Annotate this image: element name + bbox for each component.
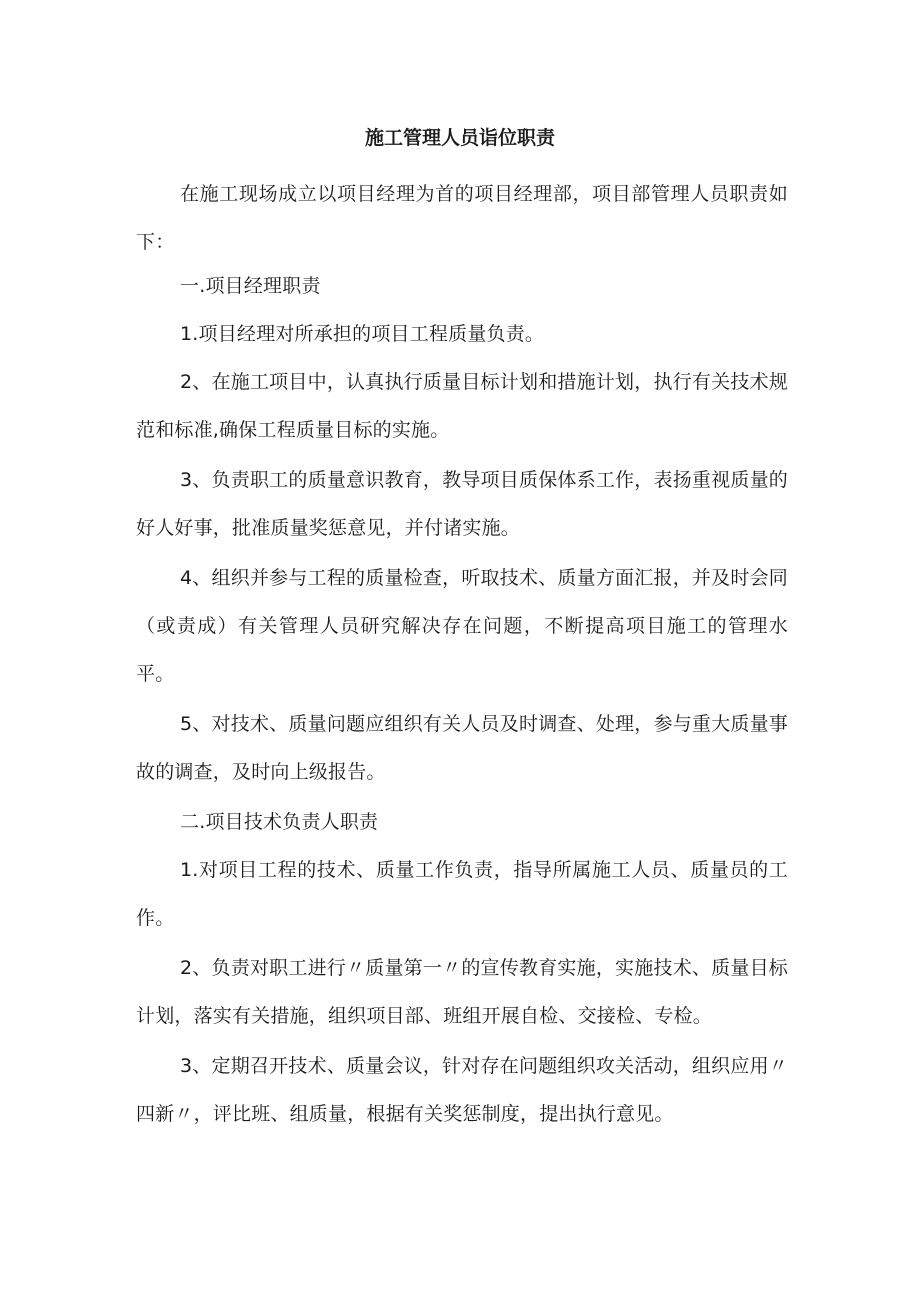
paragraph-tl-2: 2、负责对职工进行〃质量第一〃的宣传教育实施，实施技术、质量目标计划，落实有关措施，组织项目部、班组开展自检、交接检、专检。 — [136, 957, 788, 1027]
paragraph-pm-5: 5、对技术、质量问题应组织有关人员及时调查、处理，参与重大质量事故的调查，及时向上级报告。 — [136, 713, 788, 783]
paragraph-pm-1: 1.项目经理对所承担的项目工程质量负责。 — [180, 323, 545, 345]
document-title: 施工管理人员诣位职责 — [364, 127, 555, 149]
paragraph-pm-2: 2、在施工项目中，认真执行质量目标计划和措施计划，执行有关技术规范和标准,确保工程质量目标的实施。 — [136, 371, 788, 441]
paragraph-tl-3: 3、定期召开技术、质量会议，针对存在问题组织攻关活动，组织应用〃四新〃，评比班、组质量，根据有关奖惩制度，提出执行意见。 — [136, 1055, 788, 1125]
paragraph-pm-3: 3、负责职工的质量意识教育，教导项目质保体系工作，表扬重视质量的好人好事，批准质量奖惩意见，并付诸实施。 — [136, 469, 788, 539]
intro-paragraph: 在施工现场成立以项目经理为首的项目经理部，项目部管理人员职责如下： — [136, 183, 788, 253]
section-heading-project-manager: 一.项目经理职责 — [180, 275, 321, 297]
paragraph-tl-1: 1.对项目工程的技术、质量工作负责，指导所属施工人员、质量员的工作。 — [136, 859, 788, 929]
section-heading-technical-lead: 二.项目技术负责人职责 — [180, 811, 379, 833]
paragraph-pm-4: 4、组织并参与工程的质量检查，听取技术、质量方面汇报，并及时会同（或责成）有关管理人员研究解决存在问题，不断提高项目施工的管理水平。 — [136, 567, 788, 685]
